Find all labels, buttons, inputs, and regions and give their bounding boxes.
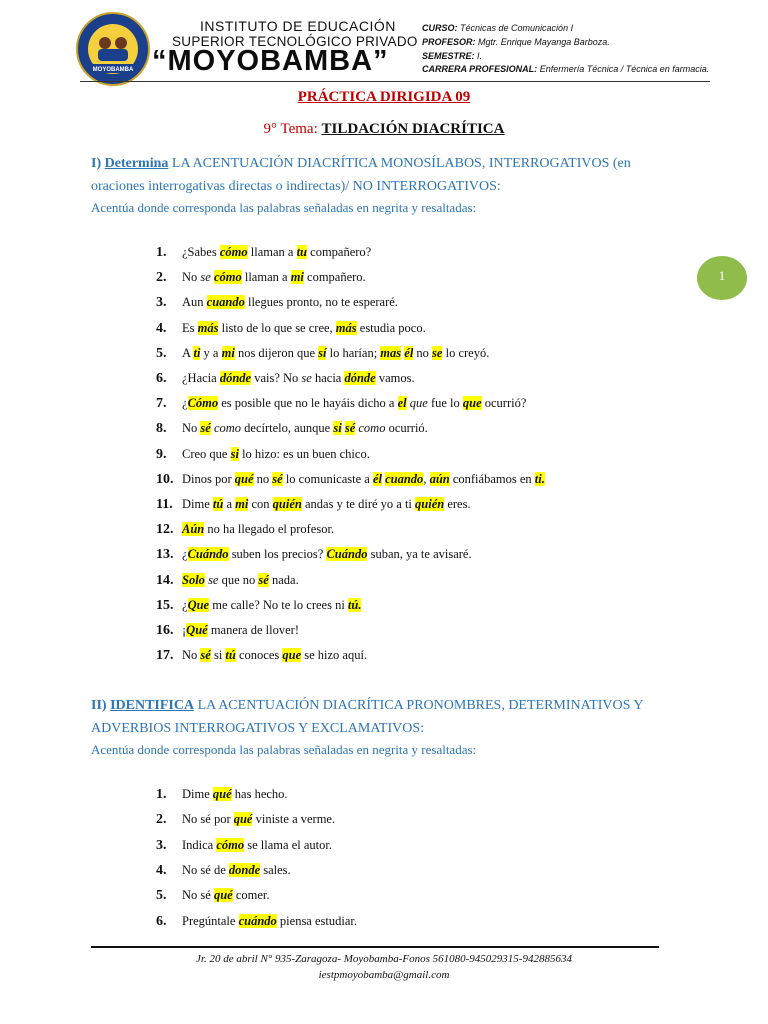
course-info: CURSO: Técnicas de Comunicación I: [422, 23, 574, 33]
item-text: Dime: [182, 497, 213, 511]
item-text: No: [182, 421, 201, 436]
item-text: si: [210, 648, 226, 663]
list-item: [156, 245, 371, 261]
highlighted-word: Cómo: [187, 396, 219, 411]
italic-word: como: [358, 421, 386, 436]
highlighted-word: qué: [212, 787, 232, 801]
item-number: 5.: [156, 888, 167, 904]
list-item: [156, 648, 367, 664]
highlighted-word: qué: [233, 812, 253, 827]
page-title: PRÁCTICA DIRIGIDA 09: [297, 89, 471, 105]
highlighted-word: cuándo: [238, 913, 277, 928]
item-number: 2.: [156, 270, 167, 286]
highlighted-word: Cuándo: [187, 547, 229, 562]
list-item: [156, 447, 370, 463]
item-text: viniste a verme.: [252, 812, 336, 827]
institute-logo: [76, 12, 150, 86]
highlighted-word: tú: [225, 648, 236, 663]
highlighted-word: mas: [380, 345, 402, 360]
item-number: 6.: [156, 913, 167, 929]
item-text: ¿Hacia: [182, 371, 220, 385]
item-text: no: [253, 471, 273, 486]
item-number: 5.: [156, 345, 167, 361]
highlighted-word: quién: [415, 497, 445, 511]
semester-info: SEMESTRE: I.: [422, 51, 483, 61]
item-text: conoces: [235, 648, 283, 663]
item-number: 7.: [156, 396, 167, 412]
highlighted-word: qué: [234, 471, 254, 486]
page-number-badge: 1: [697, 256, 747, 300]
list-item: [156, 421, 428, 437]
item-number: 2.: [156, 812, 167, 828]
item-text: lo creyó.: [442, 345, 490, 360]
highlighted-word: mi: [235, 497, 249, 511]
footer-divider: [91, 946, 659, 948]
item-text: No: [182, 648, 201, 663]
item-number: 1.: [156, 245, 167, 260]
list-item: [156, 888, 270, 904]
item-number: 4.: [156, 862, 167, 878]
highlighted-word: él: [404, 345, 414, 360]
item-text: eres.: [444, 497, 471, 511]
item-text: ¿: [182, 597, 188, 612]
item-text: se hizo aquí.: [301, 648, 368, 663]
item-text: vais? No: [251, 371, 302, 385]
highlighted-word: Cuándo: [326, 547, 368, 562]
item-text: Creo que: [182, 446, 231, 461]
highlighted-word: cómo: [219, 245, 248, 259]
highlighted-word: tú: [212, 497, 224, 511]
item-text: llaman a: [241, 270, 291, 285]
item-text: Aun: [182, 295, 207, 310]
highlighted-word: cómo: [216, 837, 245, 852]
section-2-heading: II) IDENTIFICA LA ACENTUACIÓN DIACRÍTICA PRONOMBRES, DETERMINATIVOS Y ADVERBIOS INTERROGATIVOS Y EXCLAMATIVOS:: [91, 698, 644, 736]
highlighted-word: mi: [221, 345, 235, 360]
highlighted-word: se: [432, 345, 443, 360]
list-item: [156, 522, 334, 538]
item-text: me calle? No te lo crees ni: [209, 597, 348, 612]
item-text: es posible que no le hayáis dicho a: [218, 396, 398, 411]
item-number: 9.: [156, 446, 167, 462]
item-text: con: [248, 497, 273, 511]
highlighted-word: más: [335, 320, 357, 335]
footer-address: Jr. 20 de abril N° 935-Zaragoza- Moyobamba-Fonos 561080-945029315-942885634: [196, 953, 572, 965]
item-text: ocurrió?: [481, 396, 527, 411]
highlighted-word: ti.: [534, 471, 545, 486]
highlighted-word: sé: [344, 421, 356, 436]
item-number: 13.: [156, 547, 174, 563]
logo-label: MOYOBAMBA: [92, 67, 134, 73]
item-text: manera de llover!: [207, 623, 299, 637]
highlighted-word: si: [230, 446, 239, 461]
item-text: lo harían;: [326, 345, 381, 360]
item-text: se llama el autor.: [244, 837, 332, 852]
italic-word: como: [213, 421, 242, 436]
item-text: Dime: [182, 787, 213, 801]
list-item: [156, 472, 545, 488]
section-1-heading: I) Determina LA ACENTUACIÓN DIACRÍTICA MONOSÍLABOS, INTERROGATIVOS (en oraciones interrogativas directas o indirectas)/ NO INTERROGATIVOS:: [91, 156, 631, 194]
highlighted-word: ti: [193, 345, 201, 360]
item-text: no: [413, 345, 433, 360]
item-text: ¿: [182, 396, 188, 411]
highlighted-word: el: [397, 396, 407, 411]
item-text: no ha llegado el profesor.: [204, 522, 335, 537]
list-item: [156, 396, 526, 412]
item-text: Dinos por: [182, 471, 235, 486]
list-item: [156, 497, 471, 513]
item-number: 3.: [156, 837, 167, 853]
item-text: vamos.: [375, 371, 415, 385]
highlighted-word: sí: [318, 345, 327, 360]
item-text: fue lo: [427, 396, 463, 411]
institute-line-2: SUPERIOR TECNOLÓGICO PRIVADO: [172, 34, 418, 49]
italic-word: se: [208, 572, 219, 587]
item-text: No sé por: [182, 812, 234, 827]
list-item: [156, 914, 357, 930]
item-number: 8.: [156, 421, 167, 437]
item-text: lo comunicaste a: [282, 471, 373, 486]
italic-word: que: [409, 396, 428, 411]
list-item: [156, 812, 335, 828]
highlighted-word: Que: [187, 597, 210, 612]
institute-name: “MOYOBAMBA”: [152, 45, 389, 77]
highlighted-word: cuando: [385, 471, 424, 486]
item-number: 16.: [156, 623, 174, 638]
highlighted-word: mi: [290, 270, 304, 285]
list-item: [156, 346, 489, 362]
item-text: sales.: [260, 862, 291, 877]
item-text: compañero.: [303, 270, 366, 285]
item-text: ocurrió.: [385, 421, 428, 436]
item-number: 4.: [156, 320, 167, 336]
list-item: [156, 787, 288, 803]
highlighted-word: cuando: [206, 295, 245, 310]
highlighted-word: dónde: [344, 371, 376, 385]
italic-word: se: [200, 270, 211, 285]
item-text: No sé de: [182, 862, 229, 877]
list-item: [156, 321, 426, 337]
item-text: nos dijeron que: [234, 345, 319, 360]
item-text: andas y te diré yo a ti: [301, 497, 416, 511]
highlighted-word: qué: [213, 888, 233, 903]
highlighted-word: que: [462, 396, 482, 411]
list-item: [156, 573, 299, 589]
header-divider: [80, 81, 710, 82]
item-text: listo de lo que se cree,: [218, 320, 336, 335]
highlighted-word: él: [372, 471, 382, 486]
highlighted-word: quién: [272, 497, 302, 511]
item-text: No sé: [182, 888, 214, 903]
item-text: Indica: [182, 837, 217, 852]
highlighted-word: aún: [429, 471, 450, 486]
footer-email: iestpmoyobamba@gmail.com: [318, 969, 450, 981]
item-text: ¿Sabes: [182, 245, 220, 259]
item-text: confiábamos en: [449, 471, 535, 486]
item-text: ¡: [182, 623, 187, 637]
item-text: que no: [218, 572, 259, 587]
item-text: A: [182, 345, 194, 360]
item-text: llegues pronto, no te esperaré.: [244, 295, 398, 310]
highlighted-word: Qué: [186, 623, 208, 637]
item-text: y a: [200, 345, 222, 360]
highlighted-word: Aún: [182, 522, 205, 537]
item-number: 6.: [156, 371, 167, 386]
item-text: compañero?: [307, 245, 372, 259]
section-2-instruction: Acentúa donde corresponda las palabras señaladas en negrita y resaltadas:: [91, 742, 477, 757]
item-text: Es: [182, 320, 198, 335]
item-text: Pregúntale: [182, 913, 239, 928]
highlighted-word: tu: [296, 245, 308, 259]
highlighted-word: cómo: [213, 270, 242, 285]
item-number: 14.: [156, 572, 174, 588]
item-text: suban, ya te avisaré.: [367, 547, 472, 562]
item-number: 3.: [156, 295, 167, 311]
item-text: suben los precios?: [228, 547, 327, 562]
highlighted-word: sé: [272, 471, 283, 486]
item-text: llaman a: [247, 245, 297, 259]
highlighted-word: tú.: [347, 597, 362, 612]
item-number: 10.: [156, 471, 174, 487]
highlighted-word: sé: [258, 572, 269, 587]
italic-word: se: [301, 371, 312, 385]
item-number: 11.: [156, 497, 173, 512]
item-text: comer.: [232, 888, 270, 903]
item-number: 15.: [156, 597, 174, 613]
highlighted-word: sé: [200, 648, 211, 663]
highlighted-word: más: [197, 320, 219, 335]
list-item: [156, 371, 415, 387]
item-text: decírtelo, aunque: [241, 421, 334, 436]
topic-title: 9° Tema: TILDACIÓN DIACRÍTICA: [263, 121, 505, 137]
item-text: hacia: [311, 371, 345, 385]
item-text: ¿: [182, 547, 188, 562]
highlighted-word: si: [333, 421, 342, 436]
section-1-instruction: Acentúa donde corresponda las palabras señaladas en negrita y resaltadas:: [91, 200, 477, 215]
professor-info: PROFESOR: Mgtr. Enrique Mayanga Barboza.: [422, 37, 610, 47]
list-item: [156, 270, 366, 286]
item-number: 17.: [156, 648, 174, 664]
list-item: [156, 547, 472, 563]
list-item: [156, 598, 361, 614]
item-text: ,: [423, 471, 430, 486]
item-text: nada.: [268, 572, 299, 587]
highlighted-word: donde: [228, 862, 261, 877]
highlighted-word: sé: [200, 421, 211, 436]
item-number: 1.: [156, 787, 167, 802]
list-item: [156, 623, 299, 639]
item-text: lo hizo: es un buen chico.: [238, 446, 370, 461]
list-item: [156, 838, 332, 854]
career-info: CARRERA PROFESIONAL: Enfermería Técnica / Técnica en farmacia.: [422, 64, 710, 74]
item-text: a: [223, 497, 236, 511]
highlighted-word: que: [282, 648, 302, 663]
item-text: estudia poco.: [356, 320, 426, 335]
list-item: [156, 295, 398, 311]
list-item: [156, 863, 291, 879]
institute-line-1: INSTITUTO DE EDUCACIÓN: [200, 18, 396, 34]
item-text: has hecho.: [231, 787, 288, 801]
item-number: 12.: [156, 522, 174, 538]
item-text: No: [182, 270, 201, 285]
highlighted-word: Solo: [182, 572, 205, 587]
item-text: piensa estudiar.: [276, 913, 357, 928]
highlighted-word: dónde: [219, 371, 252, 385]
